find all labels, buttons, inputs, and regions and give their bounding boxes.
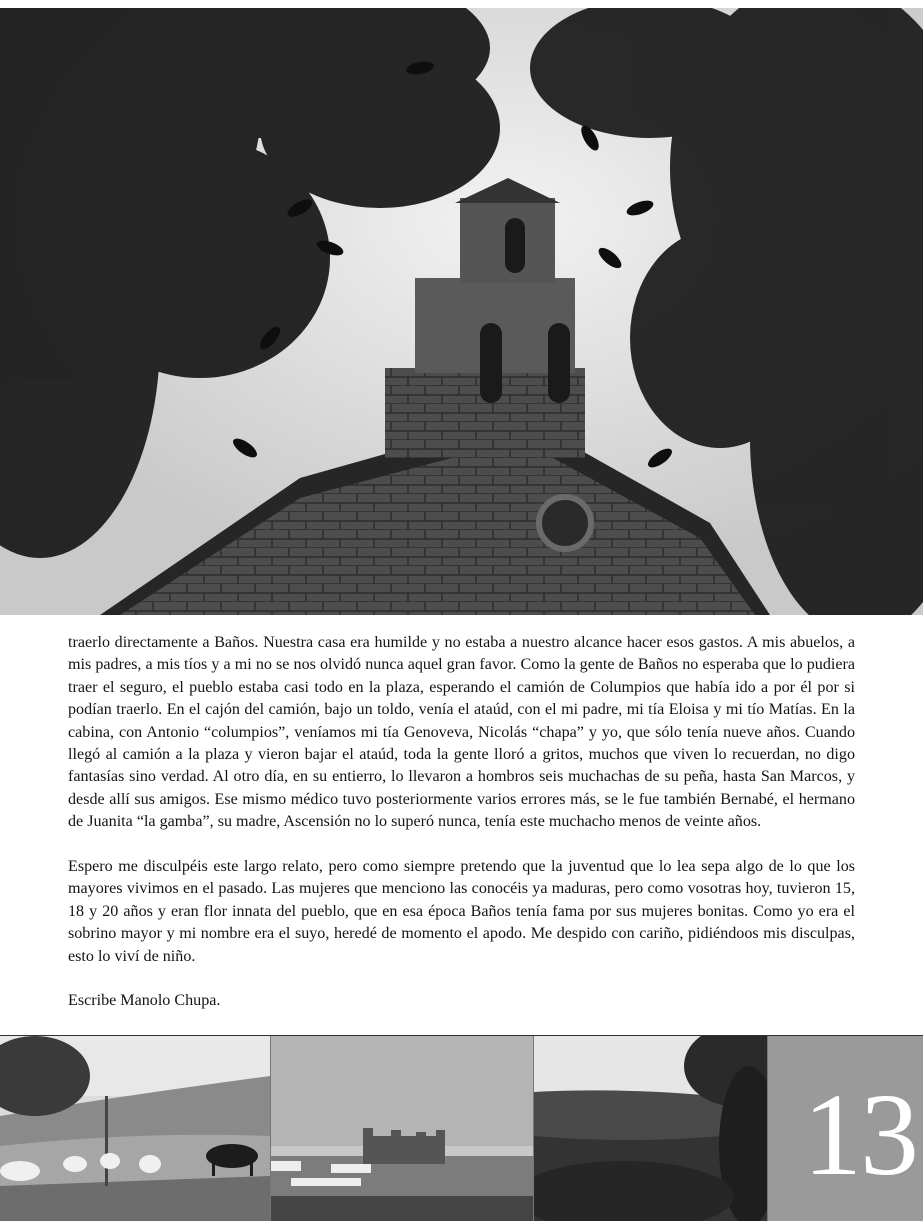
forest-hills-photo <box>534 1036 767 1221</box>
photo-strip <box>0 1035 923 1221</box>
article-paragraph: traerlo directamente a Baños. Nuestra casa era humilde y no estaba a nuestro alcance hacer esos gastos. A mis abuelos, a mis padres, a mis tíos y a mi no se nos olvidó nunca aquel gran favor. Como la gente de Baños no esperaba que lo pudiera traer el seguro, el pueblo estaba casi todo en la plaza, esperando el camión de Columpios que había ido a por él por si podían traerlo. En el cajón del camión, bajo un toldo, venía el ataúd, con el mi padre, mi tía Eloisa y mi tío Matías. En la cabina, con Antonio “columpios”, veníamos mi tía Genoveva, Nicolás “chapa” y yo, que sólo tenía nueve años. Cuando llegó al camión a la plaza y vieron bajar el ataúd, toda la gente lloró a gritos, muchos que viven lo recuerdan, no digo fantasías sino verdad. Al otro día, en su entierro, lo llevaron a hombros seis muchachas de su peña, hasta San Marcos, y desde allí sus amigos. Ese mismo médico tuvo posteriormente varios errores más, se le fue también Bernabé, el hermano de Juanita “la gamba”, su madre, Ascensión no lo superó nunca, tenía este muchacho menos de veinte años. <box>68 634 855 831</box>
hero-photo <box>0 8 923 615</box>
article-paragraph: Espero me disculpéis este largo relato, pero como siempre pretendo que la juventud que lo lea sepa algo de lo que los mayores vivimos en el pasado. Las mujeres que menciono las conocéis ya maduras, pero como vosotras hoy, tuvieron 15, 18 y 20 años y eran flor innata del pueblo, que en esa época Baños tenía fama por sus mujeres bonitas. Como yo era el sobrino mayor y mi nombre era el suyo, heredé de momento el apodo. Me despido con cariño, pidiéndoos mis disculpas, esto lo viví de niño. <box>68 858 855 965</box>
church-bell-tower-photo-icon <box>0 8 923 615</box>
article-body <box>68 632 855 1013</box>
forest-hills-photo-icon <box>534 1036 767 1221</box>
page-number: 13 <box>803 1069 917 1200</box>
castle-landscape-photo <box>271 1036 533 1221</box>
horses-field-photo <box>0 1036 270 1221</box>
horses-field-photo-icon <box>0 1036 270 1221</box>
author-signature: Escribe Manolo Chupa. <box>68 992 221 1010</box>
page-number-panel <box>768 1036 923 1221</box>
castle-landscape-photo-icon <box>271 1036 533 1221</box>
